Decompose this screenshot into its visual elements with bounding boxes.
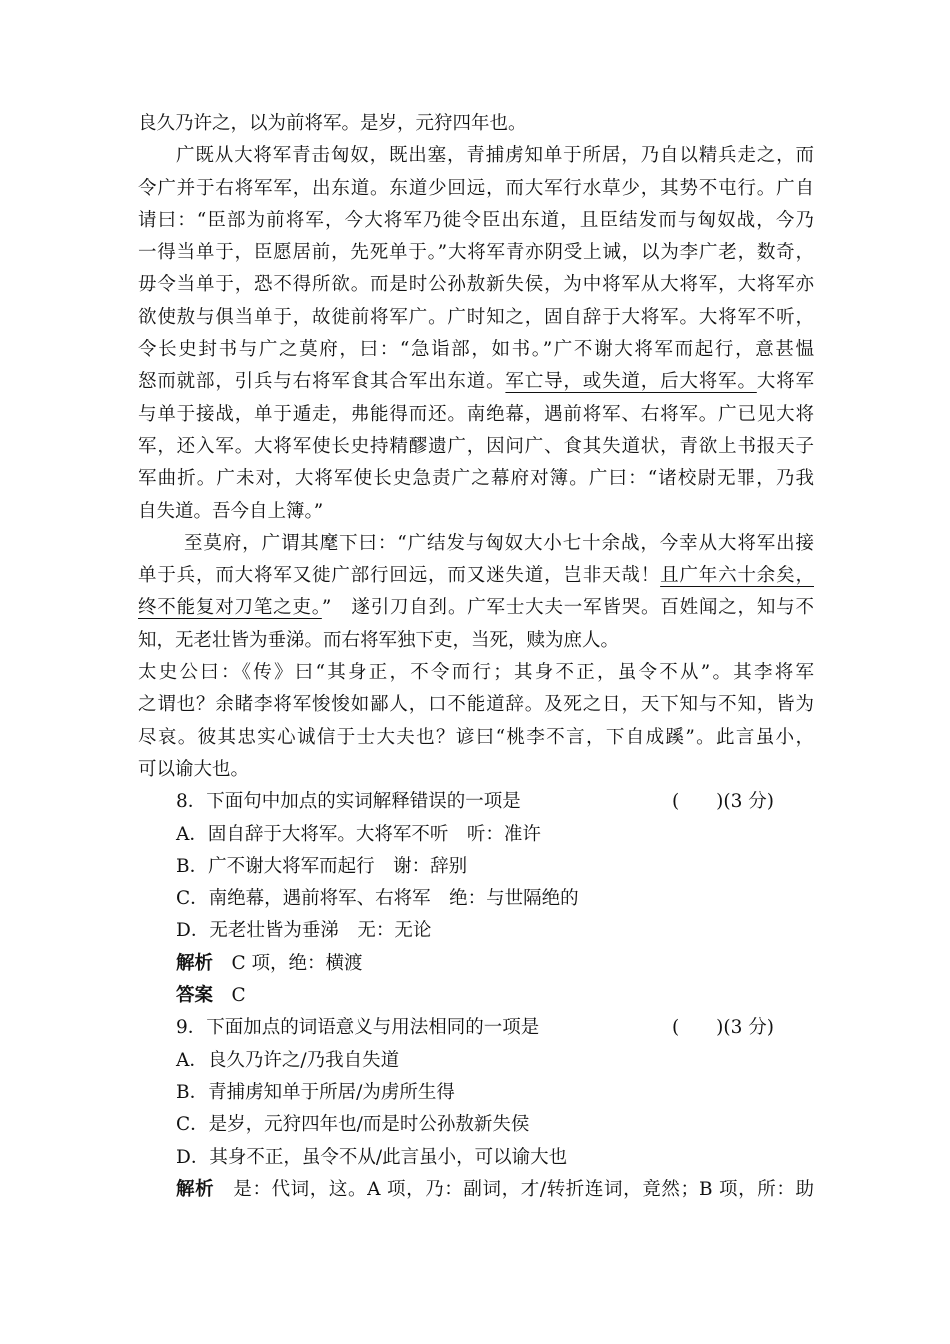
question-8-analysis (138, 948, 814, 980)
passage-line: 太史公曰：《传》曰“其身正，不令而行；其身不正，虽令不从”。其李将军 (138, 662, 814, 684)
passage-line: 军曲折。广未对，大将军使长史急责广之幕府对簿。广曰：“诸校尉无罪，乃我 (138, 468, 814, 490)
passage-line (138, 366, 814, 398)
passage-line: 令广并于右将军军，出东道。东道少回远，而大军行水草少，其势不屯行。广自 (138, 177, 814, 199)
passage-text: 怒而就部，引兵与右将军食其合军出东道。 (138, 371, 506, 393)
question-text: 8．下面句中加点的实词解释错误的一项是 (176, 791, 521, 813)
passage-line: 尽哀。彼其忠实心诚信于士大夫也？谚曰“桃李不言，下自成蹊”。此言虽小， (138, 726, 814, 748)
question-9-analysis (138, 1174, 814, 1206)
passage-line: 可以谕大也。 (138, 758, 250, 780)
passage-line: 与单于接战，单于遁走，弗能得而还。南绝幕，遇前将军、右将军。广已见大将 (138, 403, 814, 425)
passage-line: 至莫府，广谓其麾下曰：“广结发与匈奴大小七十余战，今幸从大将军出接 (184, 532, 814, 554)
passage-text: 大将军 (756, 371, 814, 393)
underlined-sentence: 军亡导，或失道，后大将军。 (505, 371, 757, 393)
passage-line: 令长史封书与广之莫府，曰：“急诣部，如书。”广不谢大将军而起行，意甚愠 (138, 339, 814, 361)
question-8-option-b: B．广不谢大将军而起行 谢：辞别 (176, 855, 468, 877)
passage-line (138, 592, 814, 624)
passage-line: 之谓也？余睹李将军悛悛如鄙人，口不能道辞。及死之日，天下知与不知，皆为 (138, 694, 814, 716)
question-score: ( )(3 分) (671, 791, 774, 813)
question-8-answer (138, 980, 814, 1012)
document-page (138, 108, 814, 1206)
question-score: ( )(3 分) (671, 1017, 774, 1039)
question-9-option-c: C．是岁，元狩四年也/而是时公孙敖新失侯 (176, 1114, 530, 1136)
answer-text: C (213, 985, 246, 1007)
question-8-option-c: C．南绝幕，遇前将军、右将军 绝：与世隔绝的 (176, 888, 579, 910)
passage-line: 知，无老壮皆为垂涕。而右将军独下吏，当死，赎为庶人。 (138, 629, 620, 651)
analysis-label: 解析 (176, 1178, 215, 1200)
passage-line: 请曰：“臣部为前将军，今大将军乃徙令臣出东道，且臣结发而与匈奴战，今乃 (138, 209, 814, 231)
passage-line: 欲使敖与俱当单于，故徙前将军广。广时知之，固自辞于大将军。大将军不听， (138, 306, 814, 328)
question-9-option-b: B．青捕虏知单于所居/为虏所生得 (176, 1081, 455, 1103)
answer-label: 答案 (176, 985, 214, 1007)
question-8-stem (138, 786, 814, 818)
passage-line: 广既从大将军青击匈奴，既出塞，青捕虏知单于所居，乃自以精兵走之，而 (176, 145, 814, 167)
question-text: 9．下面加点的词语意义与用法相同的一项是 (176, 1017, 540, 1039)
question-9-stem (138, 1012, 814, 1044)
passage-text: ” 遂引刀自刭。广军士大夫一军皆哭。百姓闻之，知与不 (321, 597, 814, 619)
question-8-option-a: A．固自辞于大将军。大将军不听 听：准许 (176, 823, 541, 845)
question-9-option-a: A．良久乃许之/乃我自失道 (176, 1049, 400, 1071)
analysis-text: 是：代词，这。A 项，乃：副词，才/转折连词，竟然；B 项，所：助 (214, 1178, 814, 1200)
analysis-label: 解析 (176, 952, 214, 974)
underlined-sentence: 且广年六十余矣， (660, 565, 814, 587)
question-9-option-d: D．其身不正，虽令不从/此言虽小，可以谕大也 (176, 1146, 568, 1168)
underlined-sentence: 终不能复对刀笔之吏。 (138, 597, 322, 619)
passage-line (138, 560, 814, 592)
question-8-option-d: D．无老壮皆为垂涕 无：无论 (176, 920, 432, 942)
passage-line: 自失道。吾今自上簿。” (138, 500, 324, 522)
passage-text: 单于兵，而大将军又徙广部行回远，而又迷失道，岂非天哉！ (138, 565, 661, 587)
passage-line: 良久乃许之，以为前将军。是岁，元狩四年也。 (138, 113, 527, 134)
passage-line: 毋令当单于，恐不得所欲。而是时公孙敖新失侯，为中将军从大将军，大将军亦 (138, 274, 814, 296)
passage-line: 军，还入军。大将军使长史持精醪遗广，因问广、食其失道状，青欲上书报天子 (138, 435, 814, 457)
passage-line: 一得当单于，臣愿居前，先死单于。”大将军青亦阴受上诫，以为李广老，数奇， (138, 242, 814, 264)
analysis-text: C 项，绝：横渡 (213, 952, 363, 974)
